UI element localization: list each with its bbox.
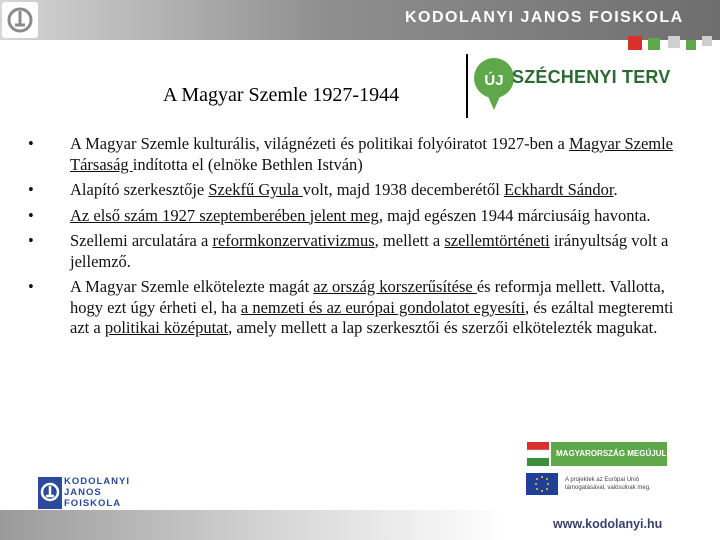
divider [466, 54, 468, 118]
eu-note-line: A projektek az Európai Unió [565, 477, 640, 483]
list-item [28, 180, 688, 201]
footer-logo-line: KODOLANYI [64, 476, 130, 487]
underlined-term: Magyar Szemle Társaság [70, 134, 674, 174]
bullet-list [28, 134, 688, 344]
bullet-text: Szellemi arculatára a [70, 231, 213, 250]
underlined-term: reformkonzervativizmus [212, 231, 375, 250]
bullet-text: irányultság volt a jellemző. [70, 231, 669, 271]
list-item [28, 231, 688, 272]
list-item [28, 277, 688, 339]
bullet-icon: • [28, 231, 34, 250]
underlined-term: szellemtörténeti [444, 231, 550, 250]
bullet-text: , majd egészen 1944 márciusáig havonta. [378, 205, 651, 225]
underlined-term: politikai középutat [104, 318, 229, 337]
underlined-term: Az első szám 1927 szeptemberében jelent meg [70, 205, 379, 225]
underlined-term: Szekfű Gyula [208, 180, 303, 199]
bullet-text: A Magyar Szemle kulturális, világnézeti és politikai folyóiratot 1927-ben a [70, 134, 569, 153]
bullet-text: és reformja mellett. Vallotta, hogy ezt úgy érheti el, ha [70, 277, 665, 317]
bullet-text: Alapító szerkesztője [70, 180, 209, 199]
bullet-icon: • [28, 180, 34, 199]
eu-note [565, 476, 651, 492]
bullet-text: , amely mellett a lap szerkesztői és szerzői elkötelezték magukat. [228, 318, 658, 337]
badge-text: MAGYARORSZÁG MEGÚJUL [556, 449, 667, 458]
szechenyi-logo-text: SZÉCHENYI TERV [512, 67, 671, 87]
bullet-icon: • [28, 134, 34, 153]
eu-flag-icon [526, 473, 558, 495]
bullet-text: volt, majd 1938 decemberétől [302, 180, 504, 199]
page-title: A Magyar Szemle 1927-1944 [163, 84, 400, 106]
bullet-icon: • [28, 277, 34, 296]
underlined-term: az ország korszerűsítése [313, 277, 477, 296]
footer-logo-line: JANOS [64, 487, 102, 498]
decorative-squares [628, 36, 718, 56]
bullet-text: , és ezáltal megteremti azt a [70, 297, 674, 337]
footer-url[interactable]: www.kodolanyi.hu [553, 517, 663, 531]
bullet-text: . [613, 180, 618, 199]
bullet-icon: • [28, 205, 34, 225]
kodolanyi-logo-icon [2, 2, 38, 38]
bullet-text: A Magyar Szemle elkötelezte magát [70, 277, 314, 296]
bullet-text: , mellett a [374, 231, 445, 250]
underlined-term: Eckhardt Sándor [503, 180, 614, 199]
footer-logo-text [64, 476, 130, 509]
footer-logo-line: FOISKOLA [64, 498, 122, 509]
list-item [28, 206, 688, 227]
list-item [28, 134, 688, 175]
underlined-term: a nemzeti és az európai gondolatot egyesíti [240, 297, 525, 317]
eu-note-line: támogatásával, valósulnak meg. [565, 485, 651, 491]
header-title: KODOLANYI JANOS FOISKOLA [405, 9, 684, 26]
bullet-text: indította el (elnöke Bethlen István) [132, 154, 363, 174]
svg-text:ÚJ: ÚJ [484, 72, 504, 89]
